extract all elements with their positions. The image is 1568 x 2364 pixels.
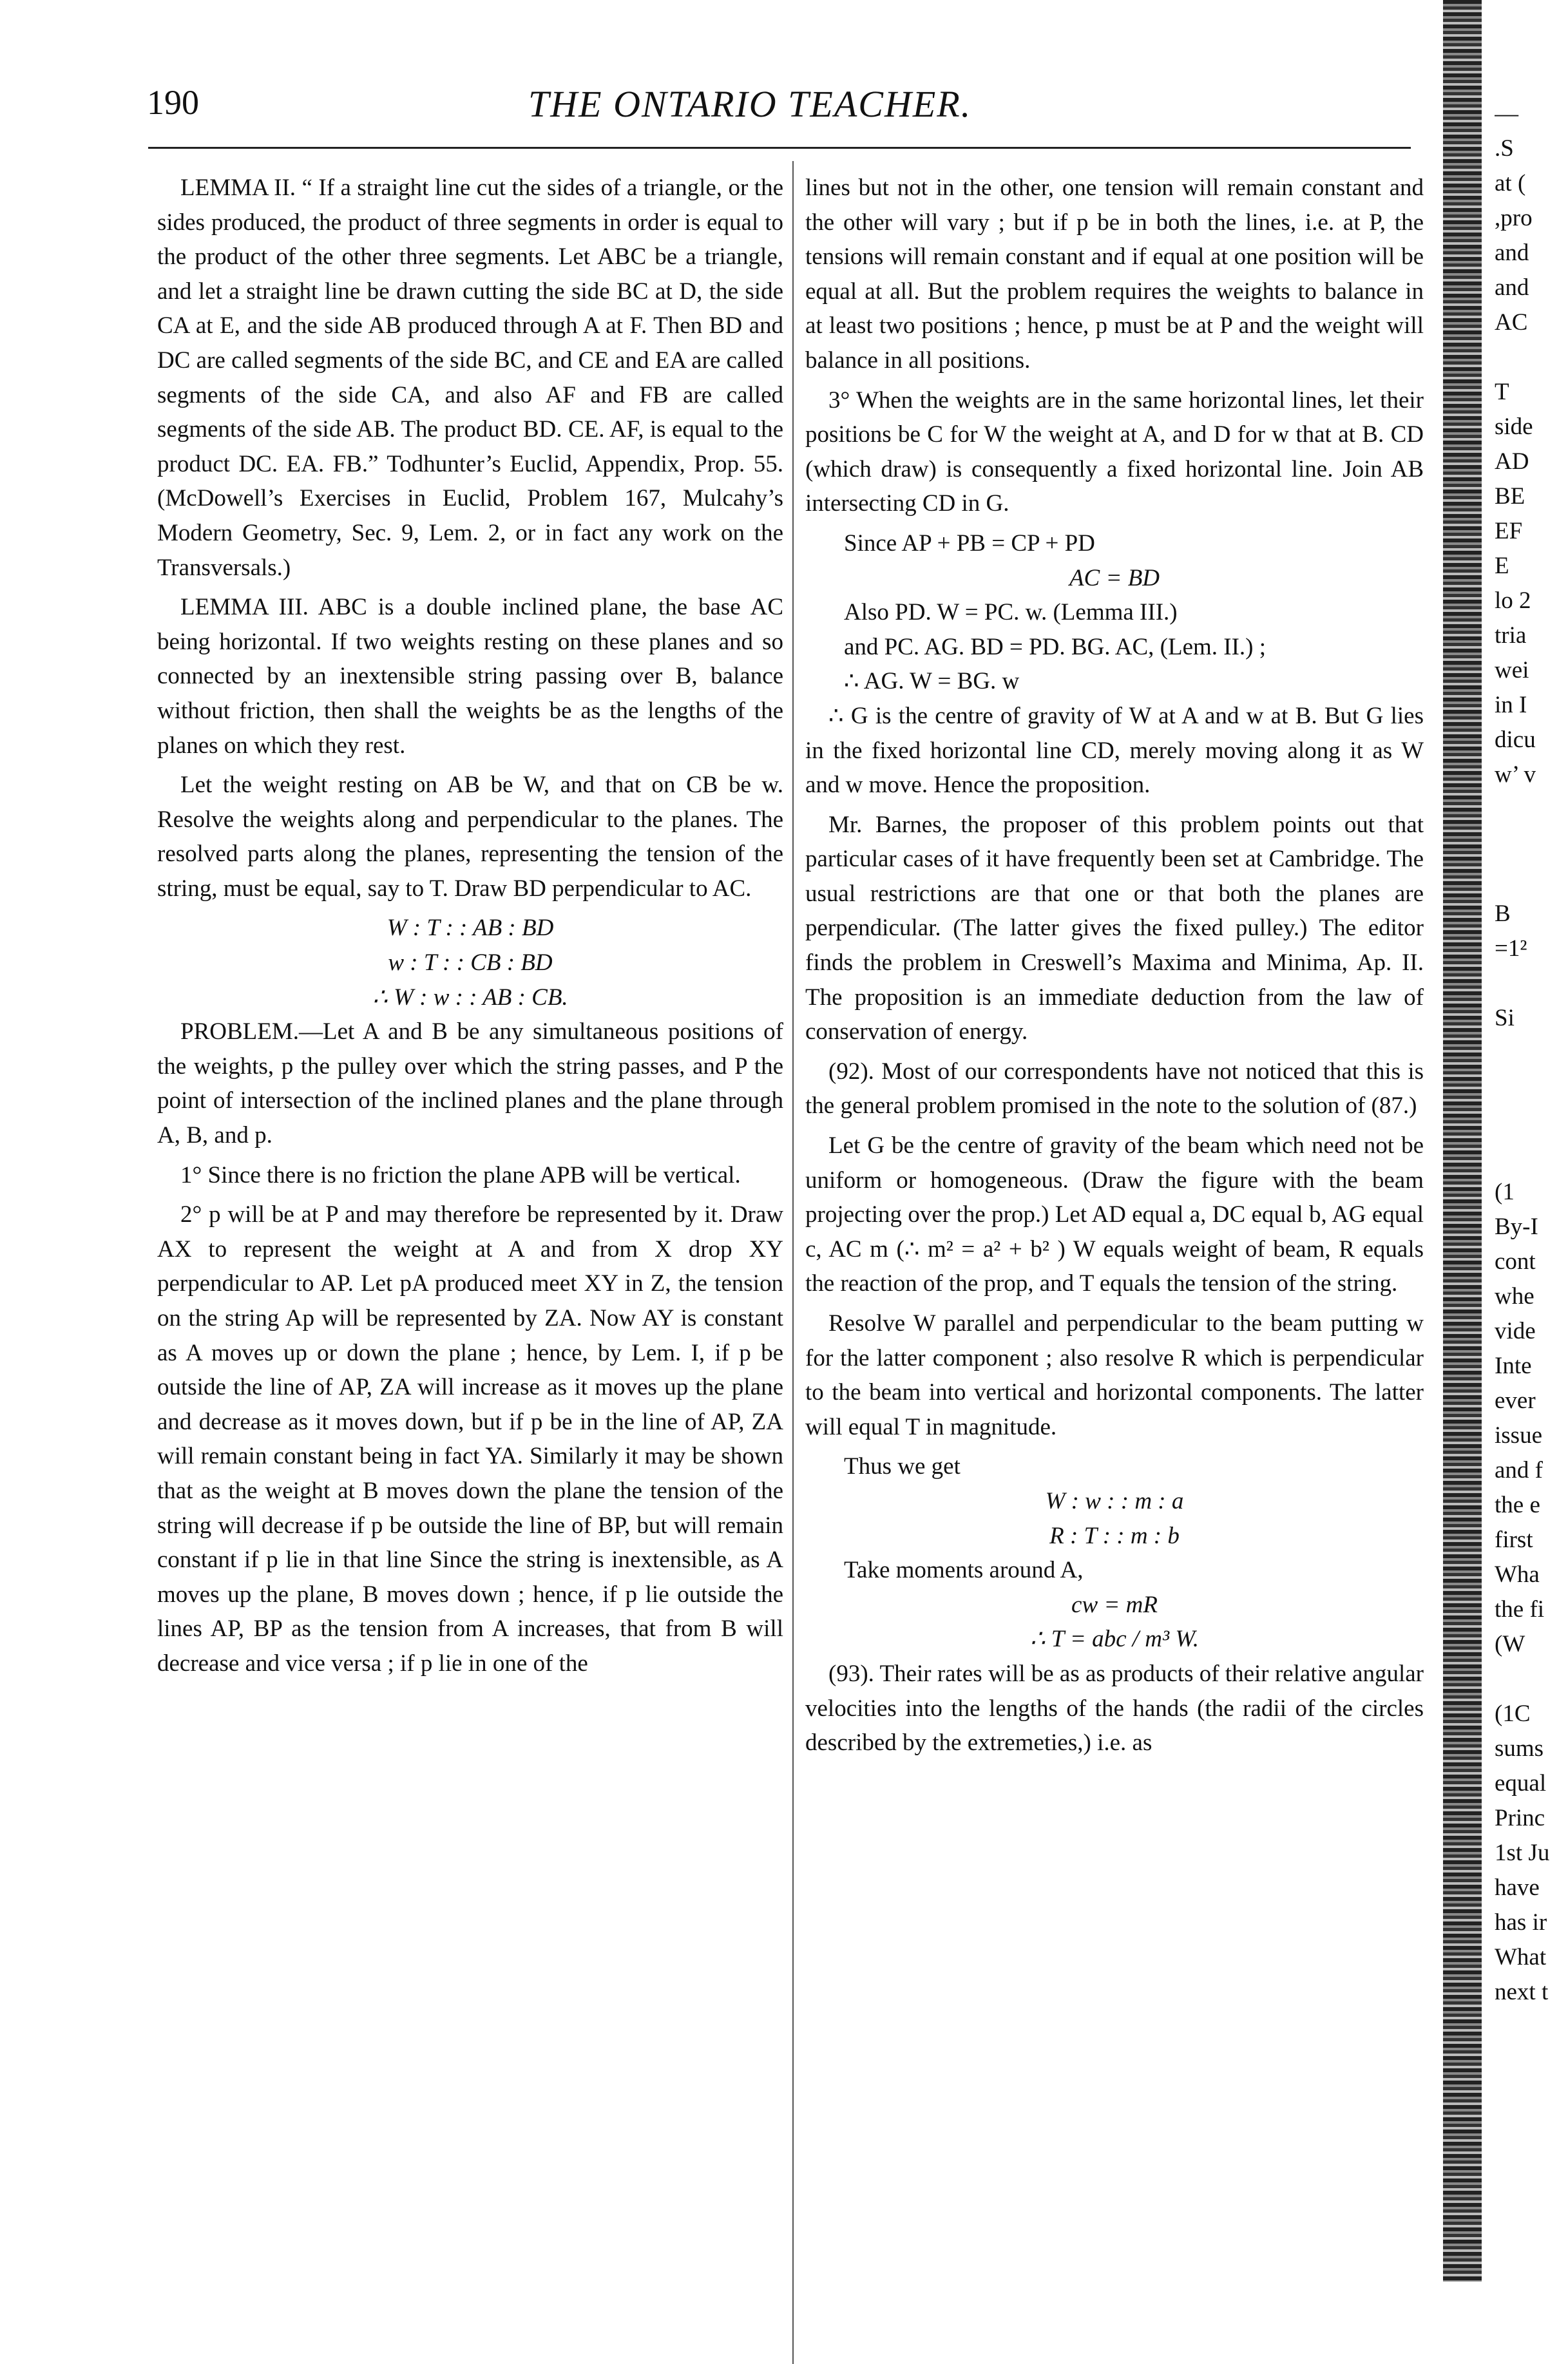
equation-line: ∴ T = abc / m³ W. — [1029, 1626, 1200, 1653]
next-page-fragment: =1² — [1495, 935, 1527, 962]
header-rule — [148, 147, 1411, 149]
equation-line: W : w : : m : a — [1045, 1487, 1184, 1514]
next-page-fragment: the fi — [1495, 1596, 1545, 1623]
resolve-paragraph: Resolve W parallel and perpendicular to the beam putting w for the latter component ; also resolve R which is perpendicular to the beam into vertical and horizontal components. The latter will equal T in magnitude. — [805, 1310, 1424, 1440]
next-page-fragments — [1495, 97, 1568, 2010]
next-page-fragment: cont — [1495, 1248, 1536, 1275]
next-page-fragment: the e — [1495, 1492, 1540, 1518]
next-page-fragment: 1st Ju — [1495, 1840, 1550, 1866]
next-page-fragment: Wha — [1495, 1561, 1540, 1588]
next-page-fragment: T — [1495, 379, 1509, 405]
next-page-fragment: tria — [1495, 622, 1527, 649]
next-page-fragment: AD — [1495, 448, 1529, 475]
next-page-fragment: Inte — [1495, 1353, 1532, 1379]
next-page-fragment: E — [1495, 553, 1509, 579]
next-page-fragment: and — [1495, 274, 1529, 301]
next-page-fragment: vide — [1495, 1318, 1536, 1344]
next-page-fragment: ever — [1495, 1387, 1536, 1414]
next-page-fragment: has ir — [1495, 1909, 1547, 1936]
equation-line: W : T : : AB : BD — [387, 915, 554, 942]
next-page-fragment: Princ — [1495, 1805, 1545, 1831]
equation-line: and PC. AG. BD = PD. BG. AC, (Lem. II.) ; — [844, 633, 1267, 660]
equation-line: ∴ AG. W = BG. w — [844, 668, 1020, 695]
equation-line: w : T : : CB : BD — [388, 949, 553, 977]
next-page-fragment: lo 2 — [1495, 587, 1531, 614]
next-page-fragment: dicu — [1495, 727, 1536, 753]
equation-line: ∴ W : w : : AB : CB. — [372, 984, 568, 1011]
right-column — [805, 171, 1424, 1766]
next-page-fragment — [1495, 1140, 1568, 1175]
next-page-fragment: w’ v — [1495, 761, 1536, 788]
next-page-fragment: (1C — [1495, 1701, 1531, 1727]
equation-line: AC = BD — [1069, 564, 1160, 591]
next-page-fragment: .S — [1495, 135, 1514, 162]
next-page-fragment — [1495, 827, 1568, 862]
next-page-fragment: ,pro — [1495, 205, 1533, 231]
next-page-fragment: sums — [1495, 1735, 1544, 1762]
page-number: 190 — [147, 83, 199, 122]
next-page-fragment: side — [1495, 414, 1533, 440]
next-page-fragment: What — [1495, 1944, 1547, 1970]
problem-step-3: 3° When the weights are in the same horizontal lines, let their positions be C for W the weight at A, and D for w that at B. CD (which draw) is consequently a fixed horizontal line. Join AB intersecting CD in G. — [805, 386, 1424, 517]
next-page-fragment: Si — [1495, 1005, 1515, 1031]
next-page-fragment — [1495, 340, 1568, 375]
column-divider — [792, 161, 794, 2364]
beam-paragraph: Let G be the centre of gravity of the beam which need not be uniform or homogeneous. (Draw the figure with the beam projecting over the prop.) Let AD equal a, DC equal b, AG equal c, AC m (∴ m² = a² + b² ) W equals weight of beam, R equals the reaction of the prop, and T equals the tension of the string. — [805, 1132, 1424, 1297]
next-page-fragment: equal — [1495, 1770, 1547, 1797]
next-page-fragment: (W — [1495, 1631, 1525, 1657]
next-page-fragment: — — [1495, 100, 1518, 127]
lemma-3-paragraph: LEMMA III. ABC is a double inclined plane, the base AC being horizontal. If two weights resting on these planes and so connected by an inextensible string passing over B, balance without friction, then shall the weights be as the lengths of the planes on which they rest. — [157, 594, 783, 759]
next-page-fragment: By-I — [1495, 1214, 1538, 1240]
problem-92-paragraph: (92). Most of our correspondents have not noticed that this is the general problem promised in the note to the solution of (87.) — [805, 1058, 1424, 1120]
next-page-fragment: have — [1495, 1874, 1540, 1901]
running-title: THE ONTARIO TEACHER. — [528, 83, 972, 125]
next-page-fragment — [1495, 862, 1568, 897]
next-page-fragment: next t — [1495, 1979, 1549, 2005]
next-page-fragment: and — [1495, 240, 1529, 266]
problem-paragraph: PROBLEM.—Let A and B be any simultaneous positions of the weights, p the pulley over which the string passes, and P the point of intersection of the inclined planes and the plane through A, B, and p. — [157, 1018, 783, 1149]
equation-line: Since AP + PB = CP + PD — [844, 529, 1095, 557]
next-page-fragment: whe — [1495, 1283, 1535, 1310]
next-page-fragment: (1 — [1495, 1179, 1515, 1205]
problem-93-paragraph: (93). Their rates will be as as products of their relative angular velocities into the lengths of the hands (the radii of the circles described by the extremeties,) i.e. as — [805, 1660, 1424, 1757]
take-moments: Take moments around A, — [844, 1557, 1084, 1584]
binding-edge — [1443, 0, 1482, 2282]
equation-line: R : T : : m : b — [1049, 1522, 1180, 1549]
next-page-fragment: BE — [1495, 483, 1525, 510]
next-page-fragment: EF — [1495, 518, 1523, 544]
next-page-fragment: and f — [1495, 1457, 1543, 1483]
equation-line: Also PD. W = PC. w. (Lemma III.) — [844, 599, 1178, 626]
conclusion-paragraph: ∴ G is the centre of gravity of W at A and w at B. But G lies in the fixed horizontal line CD, merely moving along it as W and w move. Hence the proposition. — [805, 702, 1424, 799]
problem-step-2: 2° p will be at P and may therefore be represented by it. Draw AX to represent the weight at A and from X drop XY perpendicular to AP. Let pA produced meet XY in Z, the tension on the string Ap will be represented by ZA. Now AY is constant as A moves up or down the plane ; hence, by Lem. I, if p be outside the line of AP, ZA will increase as it moves up the plane and decrease as it moves down, but if p be in the line of AP, ZA will remain constant being in fact YA. Similarly it may be shown that as the weight at B moves down the plane the tension of the string will decrease if p be outside the line of BP, but will remain constant if p lie in that line Since the string is inextensible, as A moves up the plane, B moves down ; hence, if p lie outside the lines AP, BP as the tension from A increases, that from B will decrease and vice versa ; if p lie in one of the — [157, 1201, 783, 1677]
next-page-fragment — [1495, 1662, 1568, 1697]
next-page-fragment — [1495, 792, 1568, 827]
barnes-paragraph: Mr. Barnes, the proposer of this problem points out that particular cases of it have frequently been set at Cambridge. The usual restrictions are that one or that both the planes are perpendicular. (The latter gives the fixed pulley.) The editor finds the problem in Creswell’s Maxima and Minima, Ap. II. The proposition is an immediate deduction from the law of conservation of energy. — [805, 811, 1424, 1045]
next-page-fragment — [1495, 1071, 1568, 1105]
next-page-fragment: first — [1495, 1527, 1533, 1553]
lemma-2-paragraph: LEMMA II. “ If a straight line cut the sides of a triangle, or the sides produced, the product of three segments in order is equal to the product of the other three segments. Let ABC be a triangle, and let a straight line be drawn cutting the side BC at D, the side CA at E, and the side AB produced through A at F. Then BD and DC are called segments of the side BC, and CE and EA are called segments of the side CA, and also AF and FB are called segments of the side AB. The product BD. CE. AF, is equal to the product DC. EA. FB.” Todhunter’s Euclid, Appendix, Prop. 55. (McDowell’s Exercises in Euclid, Problem 167, Mulcahy’s Modern Geometry, Sec. 9, Lem. 2, or in fact any work on the Transversals.) — [157, 175, 783, 581]
equation-line: cw = mR — [1071, 1591, 1158, 1618]
next-page-fragment: issue — [1495, 1422, 1542, 1449]
next-page-fragment: wei — [1495, 657, 1529, 683]
continued-paragraph: lines but not in the other, one tension will remain constant and the other will vary ; but if p be in both the lines, i.e. at P, the tensions will remain constant and if equal at one position will be equal at all. But the problem requires the weights to balance in at least two positions ; hence, p must be at P and the weight will balance in all positions. — [805, 175, 1424, 374]
lemma-3-proof: Let the weight resting on AB be W, and that on CB be w. Resolve the weights along and perpendicular to the planes. The resolved parts along the planes, representing the tension of the string, must be equal, say to T. Draw BD perpendicular to AC. — [157, 772, 783, 902]
next-page-fragment: at ( — [1495, 170, 1526, 196]
next-page-fragment: AC — [1495, 309, 1528, 336]
next-page-fragment — [1495, 966, 1568, 1001]
problem-step-1: 1° Since there is no friction the plane APB will be vertical. — [180, 1161, 741, 1188]
next-page-fragment: in I — [1495, 692, 1527, 718]
left-column — [157, 171, 783, 1686]
next-page-fragment — [1495, 1105, 1568, 1140]
thus-we-get: Thus we get — [844, 1453, 961, 1480]
next-page-fragment: B — [1495, 901, 1511, 927]
next-page-fragment — [1495, 1036, 1568, 1071]
